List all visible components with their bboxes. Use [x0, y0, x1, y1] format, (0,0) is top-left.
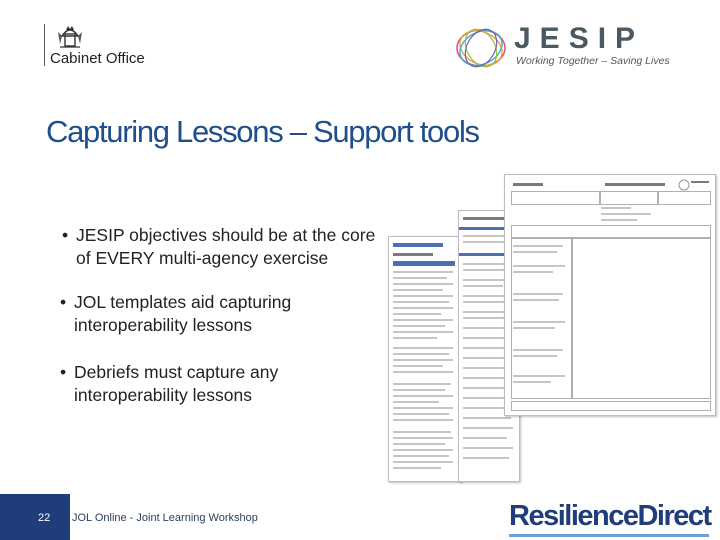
cabinet-office-divider	[44, 24, 45, 66]
jesip-tagline: Working Together – Saving Lives	[516, 55, 670, 67]
footer-text: JOL Online - Joint Learning Workshop	[72, 512, 258, 524]
jesip-ring-icon	[677, 178, 691, 192]
template-thumbnail-left	[388, 236, 462, 482]
bullet-text: Debriefs must capture any interoperability lessons	[74, 362, 279, 405]
bullet-item	[60, 291, 334, 337]
resilience-direct-logo: ResilienceDirect	[509, 500, 711, 532]
bullet-text: JESIP objectives should be at the core of EVERY multi-agency exercise	[76, 225, 376, 268]
slide-title: Capturing Lessons – Support tools	[46, 114, 479, 149]
jesip-ring-icon	[452, 24, 510, 72]
template-thumbnail-right	[504, 174, 716, 416]
bullet-item	[62, 224, 376, 270]
cabinet-office-label: Cabinet Office	[50, 50, 145, 67]
jesip-wordmark: JESIP	[514, 22, 645, 55]
bullet-item	[60, 361, 334, 407]
bullet-marker: •	[60, 292, 67, 312]
bullet-marker: •	[62, 225, 69, 245]
royal-crest-icon	[52, 22, 88, 50]
resilience-direct-underline	[509, 534, 709, 537]
footer-accent-block	[0, 494, 70, 540]
bullet-marker: •	[60, 362, 67, 382]
bullet-text: JOL templates aid capturing interoperability lessons	[74, 292, 292, 335]
slide-number: 22	[38, 512, 51, 524]
